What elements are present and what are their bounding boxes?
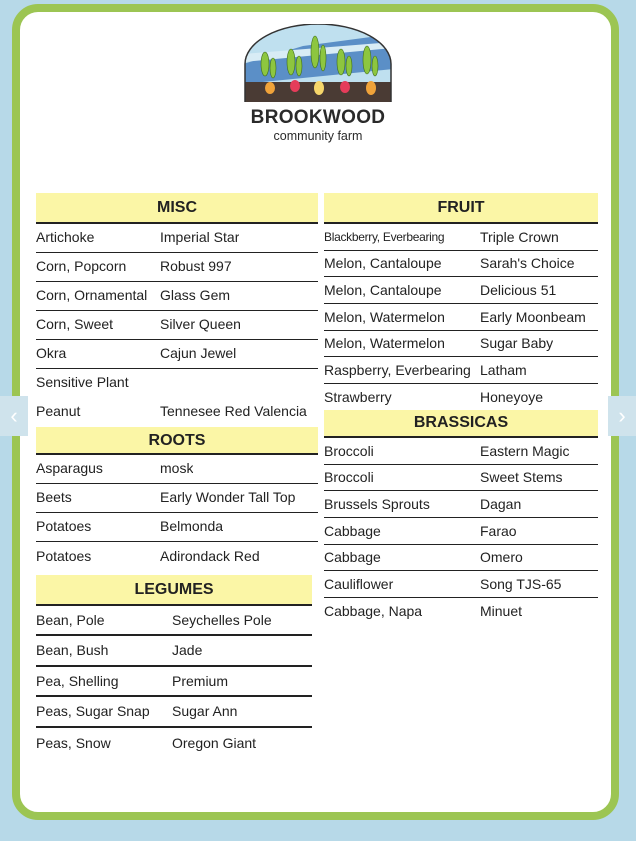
section-title: LEGUMES [36, 575, 312, 606]
table-row: Melon, Watermelon Sugar Baby [324, 331, 598, 357]
table-row: Corn, Sweet Silver Queen [36, 311, 318, 340]
chevron-left-icon: ‹ [10, 403, 18, 428]
section-title: BRASSICAS [324, 410, 598, 438]
legumes-section [36, 575, 312, 758]
brassicas-section [324, 410, 598, 624]
table-row: Broccoli Sweet Stems [324, 465, 598, 491]
table-row: Potatoes Adirondack Red [36, 548, 260, 564]
farm-name: BROOKWOOD [250, 107, 386, 128]
table-row: Bean, Pole Seychelles Pole [36, 606, 312, 636]
table-row: Cauliflower Song TJS-65 [324, 571, 598, 598]
table-row: Broccoli Eastern Magic [324, 438, 598, 465]
table-row: Pea, Shelling Premium [36, 667, 312, 697]
table-row: Corn, Ornamental Glass Gem [36, 282, 318, 311]
table-row: Raspberry, Everbearing Latham [324, 357, 598, 384]
table-row: Peas, Snow Oregon Giant [36, 735, 257, 751]
section-title: FRUIT [324, 193, 598, 224]
chevron-right-icon: › [618, 403, 626, 428]
table-row: Potatoes Belmonda [36, 513, 318, 542]
vegetable-garden-logo-art [243, 24, 393, 104]
table-row: Melon, Watermelon Early Moonbeam [324, 304, 598, 331]
table-row: Brussels Sprouts Dagan [324, 491, 598, 518]
table-row: Peanut Tennesee Red Valencia [36, 403, 307, 419]
table-row: Sensitive Plant [36, 374, 129, 390]
table-row: Corn, Popcorn Robust 997 [36, 253, 318, 282]
prev-page-button[interactable] [0, 396, 28, 436]
farm-logo [243, 24, 393, 104]
table-row: Asparagus mosk [36, 455, 318, 484]
table-row: Beets Early Wonder Tall Top [36, 484, 318, 513]
table-row: Cabbage Omero [324, 545, 598, 571]
table-row: Artichoke Imperial Star [36, 224, 318, 253]
table-row: Strawberry Honeyoye [324, 389, 544, 405]
table-row: Melon, Cantaloupe Sarah's Choice [324, 251, 598, 277]
table-row: Blackberry, Everbearing Triple Crown [324, 224, 598, 251]
table-row: Cabbage, Napa Minuet [324, 603, 523, 619]
fruit-section [324, 193, 598, 410]
next-page-button[interactable] [608, 396, 636, 436]
section-title: MISC [36, 193, 318, 224]
section-title: ROOTS [36, 427, 318, 455]
table-row: Cabbage Farao [324, 518, 598, 545]
table-row: Okra Cajun Jewel [36, 340, 318, 369]
table-row: Bean, Bush Jade [36, 636, 312, 667]
table-row: Melon, Cantaloupe Delicious 51 [324, 277, 598, 304]
misc-section [36, 193, 318, 425]
farm-subtitle: community farm [273, 129, 363, 143]
roots-section [36, 427, 318, 571]
table-row: Peas, Sugar Snap Sugar Ann [36, 697, 312, 728]
